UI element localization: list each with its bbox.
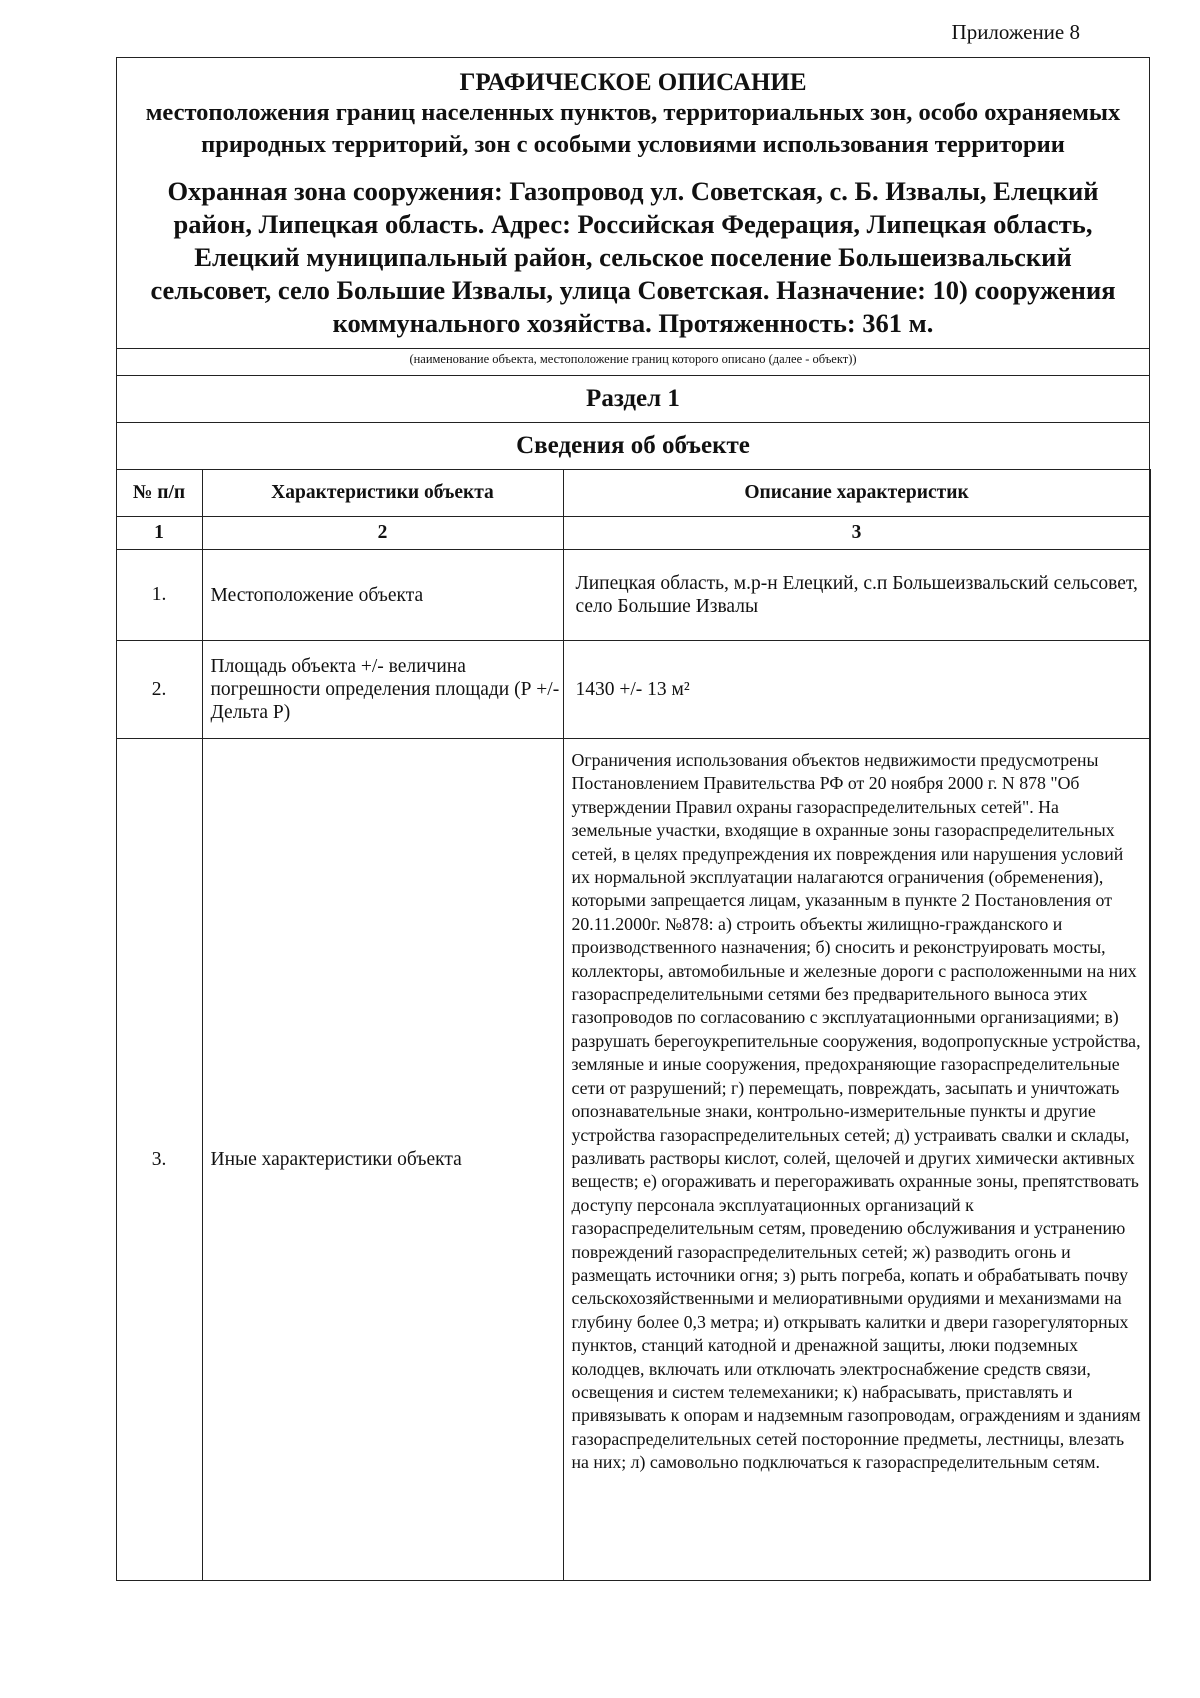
row-num: 2.: [116, 641, 202, 739]
object-caption: (наименование объекта, местоположение границ которого описано (далее - объект)): [117, 348, 1149, 375]
document-subtitle: местоположения границ населенных пунктов, территориальных зон, особо охраняемых природных территорий, зон с особыми условиями использования территории: [145, 99, 1121, 158]
document-title: ГРАФИЧЕСКОЕ ОПИСАНИЕ: [459, 69, 807, 96]
section-title: Раздел 1: [117, 375, 1149, 422]
table-row: [116, 739, 1150, 1581]
table-row: [116, 641, 1150, 739]
table-header-row: [116, 470, 1150, 517]
document-frame: [116, 57, 1150, 1581]
row-characteristic: Площадь объекта +/- величина погрешности определения площади (Р +/- Дельта Р): [202, 641, 563, 739]
row-num: 1.: [116, 550, 202, 641]
row-description: Ограничения использования объектов недвижимости предусмотрены Постановлением Правительства РФ от 20 ноября 2000 г. N 878 "Об утверждении Правил охраны газораспределительных сетей". На земельные участки, входящие в охранные зоны газораспределительных сетей, в целях предупреждения их повреждения или нарушения условий их нормальной эксплуатации налагаются ограничения (обременения), которыми запрещается лицам, указанным в пункте 2 Постановления от 20.11.2000г. №878: а) строить объекты жилищно-гражданского и производственного назначения; б) сносить и реконструировать мосты, коллекторы, автомобильные и железные дороги с расположенными на них газораспределительными сетями без предварительного выноса этих газопроводов по согласованию с эксплуатационными организациями; в) разрушать берегоукрепительные сооружения, водопропускные устройства, земляные и иные сооружения, предохраняющие газораспределительные сети от разрушений; г) перемещать, повреждать, засыпать и уничтожать опознавательные знаки, контрольно-измерительные пункты и другие устройства газораспределительных сетей; д) устраивать свалки и склады, разливать растворы кислот, солей, щелочей и других химически активных веществ; е) огораживать и перегораживать охранные зоны, препятствовать доступу персонала эксплуатационных организаций к газораспределительным сетям, проведению обслуживания и устранению повреждений газораспределительных сетей; ж) разводить огонь и размещать источники огня; з) рыть погреба, копать и обрабатывать почву сельскохозяйственными и мелиоративными орудиями и механизмами на глубину более 0,3 метра; и) открывать калитки и двери газорегуляторных пунктов, станций катодной и дренажной защиты, люки подземных колодцев, включать или отключать электроснабжение средств связи, освещения и систем телемеханики; к) набрасывать, приставлять и привязывать к опорам и надземным газопроводам, ограждениям и зданиям газораспределительных сетей посторонние предметы, лестницы, влезать на них; л) самовольно подключаться к газораспределительным сетям.: [563, 739, 1150, 1581]
object-info-table: [116, 469, 1151, 1581]
appendix-label: Приложение 8: [951, 20, 1080, 44]
column-number: 1: [116, 517, 202, 550]
column-number: 2: [202, 517, 563, 550]
document-header: [117, 58, 1149, 348]
column-number: 3: [563, 517, 1150, 550]
row-characteristic: Иные характеристики объекта: [202, 739, 563, 1581]
row-description: 1430 +/- 13 м²: [563, 641, 1150, 739]
row-num: 3.: [116, 739, 202, 1581]
header-characteristic: Характеристики объекта: [202, 470, 563, 517]
column-number-row: [116, 517, 1150, 550]
row-characteristic: Местоположение объекта: [202, 550, 563, 641]
table-row: [116, 550, 1150, 641]
header-num: № п/п: [116, 470, 202, 517]
section-subtitle: Сведения об объекте: [117, 422, 1149, 469]
object-name: Охранная зона сооружения: Газопровод ул. Советская, с. Б. Извалы, Елецкий район, Липецкая область. Адрес: Российская Федерация, Липецкая область, Елецкий муниципальный район, сельское поселение Большеизвальский сельсовет, село Большие Извалы, улица Советская. Назначение: 10) сооружения коммунального хозяйства. Протяженность: 361 м.: [150, 176, 1116, 338]
header-description: Описание характеристик: [563, 470, 1150, 517]
row-description: Липецкая область, м.р-н Елецкий, с.п Большеизвальский сельсовет, село Большие Извалы: [563, 550, 1150, 641]
